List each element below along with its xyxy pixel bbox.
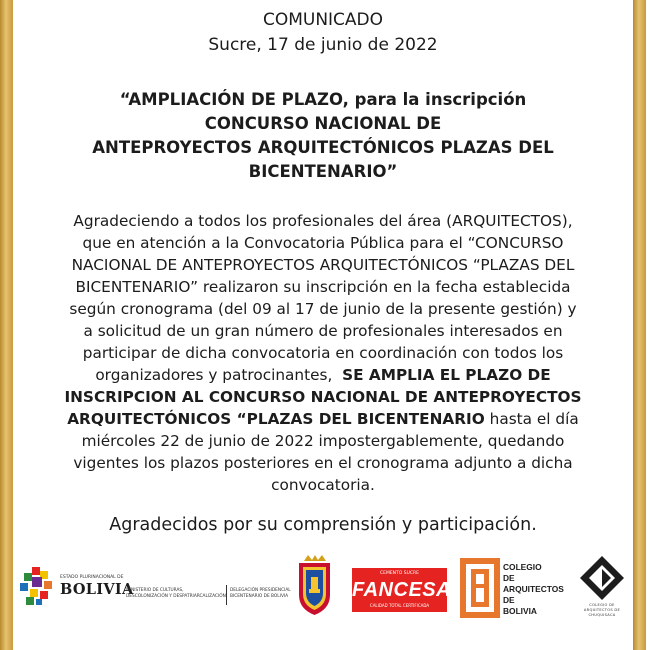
colegio-line: BOLIVIA (503, 606, 537, 616)
header (13, 8, 633, 58)
colegio-line: COLEGIO (503, 562, 542, 572)
body-emphasis: SE AMPLIA EL PLAZO DE (342, 366, 551, 384)
colegio-chuquisaca-logo (578, 555, 628, 620)
logo-separator (226, 585, 227, 605)
sponsor-logos (13, 555, 633, 630)
body-line: miércoles 22 de junio de 2022 impostergablemente, quedando (81, 432, 565, 450)
colegio-line: DE (503, 573, 515, 583)
body-line: a solicitud de un gran número de profesionales interesados en (83, 322, 563, 340)
title-line: CONCURSO NACIONAL DE (204, 114, 442, 133)
fancesa-logo (352, 568, 452, 612)
body-line: participar de dicha convocatoria en coordinación con todos los (82, 344, 564, 362)
chuquisaca-caption: COLEGIO DE ARQUITECTOS DE CHUQUISACA (583, 603, 621, 617)
announcement-title (40, 88, 606, 184)
body-line (40, 386, 606, 408)
header-place-date: Sucre, 17 de junio de 2022 (208, 35, 438, 55)
header-label: COMUNICADO (262, 10, 384, 30)
colegio-line: ARQUITECTOS (503, 584, 564, 594)
gold-border-right (633, 0, 646, 650)
body-line (40, 364, 606, 386)
bolivia-state-label: ESTADO PLURINACIONAL DE (60, 575, 124, 580)
title-line: “AMPLIACIÓN DE PLAZO, para la inscripción (119, 90, 527, 109)
fancesa-small-label: CEMENTO SUCRE (379, 571, 420, 576)
delegation-label: DELEGACIÓN PRESIDENCIAL BICENTENARIO DE BOLIVIA (230, 588, 291, 599)
body-line (40, 408, 606, 430)
colegio-mark-icon (460, 558, 500, 618)
body-line: convocatoria. (271, 476, 375, 494)
colegio-line: DE (503, 595, 515, 605)
announcement-body (40, 210, 606, 496)
bolivia-wordmark: BOLIVIA (60, 581, 134, 598)
body-text: hasta el día (489, 410, 579, 428)
gold-border-left (0, 0, 13, 650)
body-line: Agradeciendo a todos los profesionales del área (ARQUITECTOS), (73, 212, 573, 230)
colegio-name (503, 562, 564, 617)
body-line: vigentes los plazos posteriores en el cronograma adjunto a dicha (73, 454, 573, 472)
body-text: organizadores y patrocinantes, (95, 366, 333, 384)
body-line: NACIONAL DE ANTEPROYECTOS ARQUITECTÓNICOS “PLAZAS DEL (71, 256, 575, 274)
bolivia-emblem-icon (18, 567, 58, 607)
bolivia-ministry-logo (18, 567, 291, 617)
fancesa-tagline: CALIDAD TOTAL CERTIFICADA (369, 603, 430, 608)
body-emphasis: INSCRIPCION AL CONCURSO NACIONAL DE ANTEPROYECTOS (64, 388, 582, 406)
title-line: ANTEPROYECTOS ARQUITECTÓNICOS PLAZAS DEL (92, 138, 554, 157)
colegio-arquitectos-bolivia-logo (460, 558, 570, 618)
chuquisaca-diamond-icon (578, 555, 626, 601)
body-line: BICENTENARIO” realizaron su inscripción en la fecha establecida (75, 278, 571, 296)
fancesa-wordmark: FANCESA (352, 579, 452, 601)
sucre-coat-of-arms-icon (296, 555, 333, 617)
body-line: según cronograma (del 09 al 17 de junio de la presente gestión) y (69, 300, 577, 318)
ministry-label: MINISTERIO DE CULTURAS, DESCOLONIZACIÓN Y DESPATRIARCALIZACIÓN (126, 588, 226, 599)
closing-text: Agradecidos por su comprensión y participación. (109, 515, 537, 535)
title-line: BICENTENARIO” (248, 162, 398, 181)
body-line: que en atención a la Convocatoria Pública para el “CONCURSO (82, 234, 564, 252)
body-emphasis: ARQUITECTÓNICOS “PLAZAS DEL BICENTENARIO (67, 410, 485, 428)
